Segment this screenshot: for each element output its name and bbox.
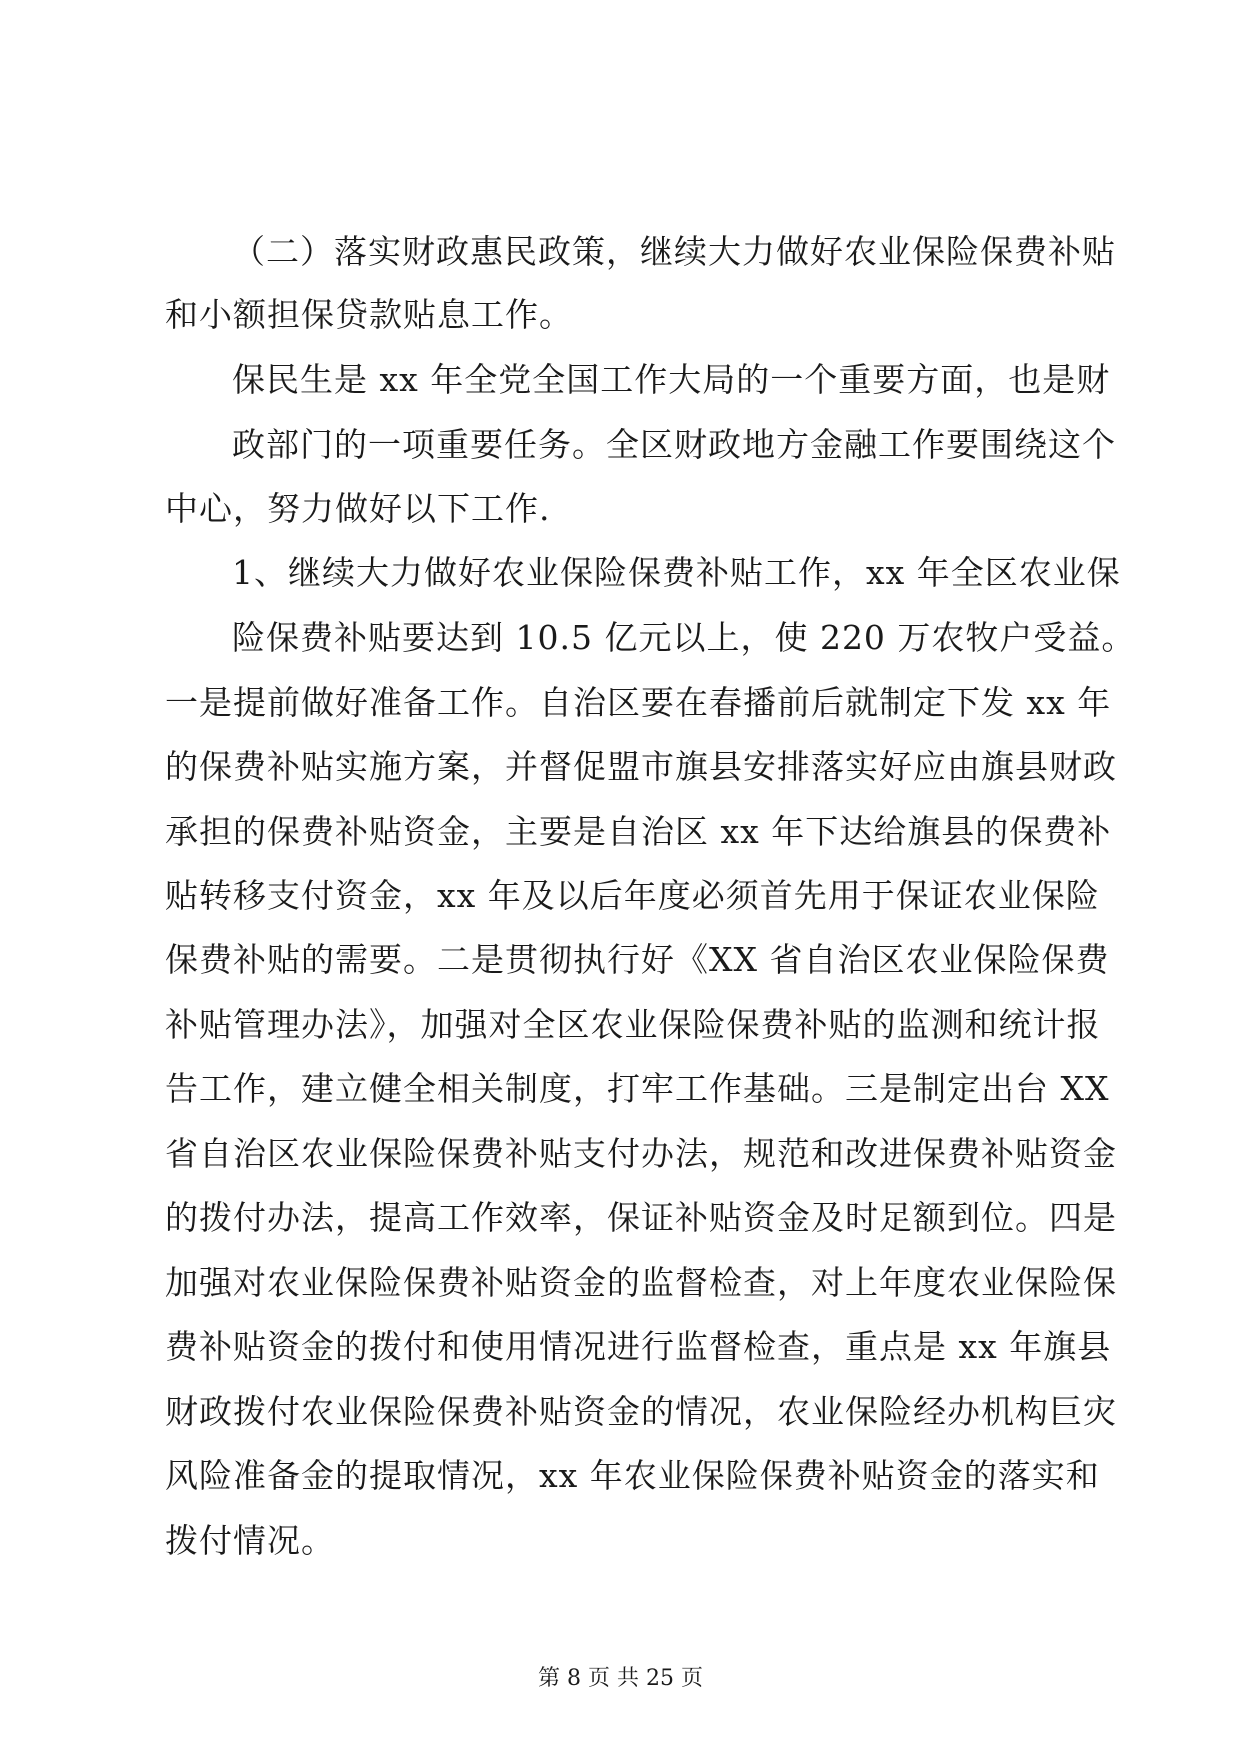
text-line: 的拨付办法，提高工作效率，保证补贴资金及时足额到位。四是 (165, 1198, 1117, 1237)
text-line: 贴转移支付资金，xx 年及以后年度必须首先用于保证农业保险 (165, 876, 1100, 915)
text-line: 拨付情况。 (165, 1521, 335, 1560)
text-line: 的保费补贴实施方案，并督促盟市旗县安排落实好应由旗县财政 (165, 747, 1117, 786)
text-line: 保费补贴的需要。二是贯彻执行好《XX 省自治区农业保险保费 (165, 940, 1110, 979)
text-line: 一是提前做好准备工作。自治区要在春播前后就制定下发 xx 年 (165, 683, 1112, 722)
text-line: 补贴管理办法》，加强对全区农业保险保费补贴的监测和统计报 (165, 1005, 1101, 1044)
text-line: 和小额担保贷款贴息工作。 (165, 295, 573, 334)
text-line: 告工作，建立健全相关制度，打牢工作基础。三是制定出台 XX (165, 1069, 1110, 1108)
text-line: 承担的保费补贴资金，主要是自治区 xx 年下达给旗县的保费补 (165, 812, 1112, 851)
text-line: 风险准备金的提取情况，xx 年农业保险保费补贴资金的落实和 (165, 1456, 1100, 1495)
text-line: 险保费补贴要达到 10.5 亿元以上，使 220 万农牧户受益。 (232, 618, 1136, 657)
text-line: 保民生是 xx 年全党全国工作大局的一个重要方面，也是财 (232, 360, 1111, 399)
page-number-footer: 第 8 页 共 25 页 (538, 1666, 703, 1691)
text-line: 政部门的一项重要任务。全区财政地方金融工作要围绕这个 (232, 425, 1116, 464)
text-line: 费补贴资金的拨付和使用情况进行监督检查，重点是 xx 年旗县 (165, 1327, 1112, 1366)
text-line: 1、继续大力做好农业保险保费补贴工作，xx 年全区农业保 (232, 553, 1121, 592)
text-line: 中心，努力做好以下工作. (165, 489, 551, 528)
text-line: 省自治区农业保险保费补贴支付办法，规范和改进保费补贴资金 (165, 1134, 1117, 1173)
text-line: （二）落实财政惠民政策，继续大力做好农业保险保费补贴 (232, 232, 1116, 271)
text-line: 财政拨付农业保险保费补贴资金的情况，农业保险经办机构巨灾 (165, 1392, 1117, 1431)
text-line: 加强对农业保险保费补贴资金的监督检查，对上年度农业保险保 (165, 1263, 1117, 1302)
